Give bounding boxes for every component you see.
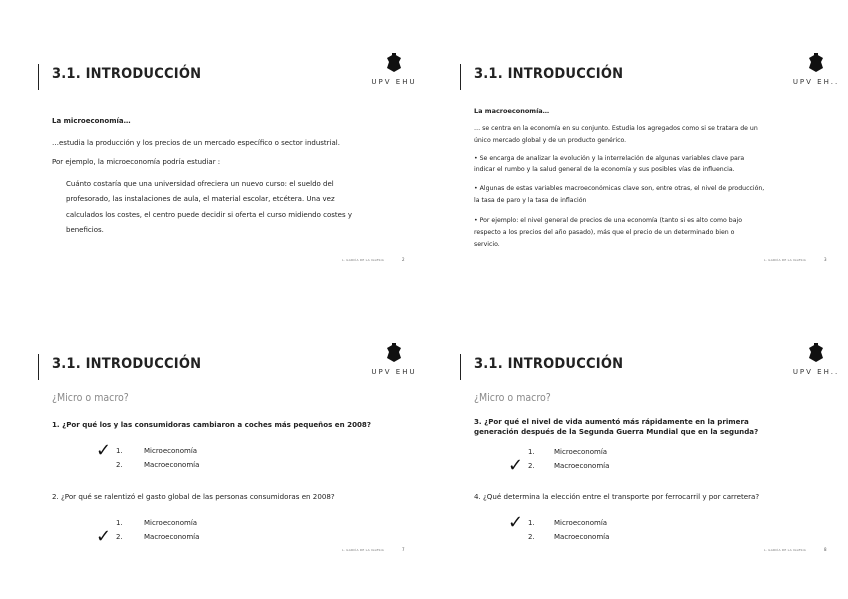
slide-microeconomia	[24, 42, 424, 302]
footer: L. GARCÍA DE LA IGLESIA	[764, 548, 806, 552]
option-number: 1.	[528, 519, 535, 527]
upv-ehu-logo: UPV EHU	[369, 342, 419, 380]
page-number: 7	[402, 547, 405, 552]
bullet: • Algunas de estas variables macroeconómicas clave son, entre otras, el nivel de producción,	[474, 185, 765, 192]
title-bar	[38, 64, 39, 90]
bullet: • Por ejemplo: el nivel general de precios de una economía (tanto si es alto como bajo	[474, 217, 743, 224]
option-number: 1.	[116, 447, 123, 455]
footer: L. GARCÍA DE LA IGLESIA	[764, 258, 806, 262]
option-number: 2.	[116, 461, 123, 469]
question: 4. ¿Qué determina la elección entre el transporte por ferrocarril y por carretera?	[474, 492, 760, 501]
check-icon: ✓	[96, 440, 112, 461]
bullet: la tasa de paro y la tasa de inflación	[474, 197, 587, 204]
line: Por ejemplo, la microeconomía podría estudiar :	[52, 158, 221, 166]
slide-title: 3.1. INTRODUCCIÓN	[474, 66, 624, 82]
option-label: Macroeconomía	[554, 462, 610, 470]
indent-line: beneficios.	[66, 226, 104, 234]
slide-quiz-1	[24, 332, 424, 592]
option-label: Microeconomía	[144, 519, 198, 527]
line: único mercado global y de un producto genérico.	[474, 137, 627, 144]
indent-line: calculados los costes, el centro puede decidir si oferta el curso midiendo costes y	[66, 211, 352, 219]
title-bar	[460, 64, 461, 90]
question: 2. ¿Por qué se ralentizó el gasto global de las personas consumidoras en 2008?	[52, 492, 335, 501]
question: generación después de la Segunda Guerra Mundial que en la segunda?	[474, 427, 759, 436]
option-number: 2.	[528, 533, 535, 541]
option-number: 2.	[528, 462, 535, 470]
check-icon: ✓	[508, 512, 524, 533]
page-number: 8	[824, 547, 827, 552]
footer: L. GARCÍA DE LA IGLESIA	[342, 548, 384, 552]
option-number: 1.	[528, 448, 535, 456]
option-label: Microeconomía	[144, 447, 198, 455]
question: 3. ¿Por qué el nivel de vida aumentó más rápidamente en la primera	[474, 417, 749, 426]
bullet: respecto a los precios del año pasado), más que el precio de un determinado bien o	[474, 229, 735, 236]
bullet: • Se encarga de analizar la evolución y la interrelación de algunas variables clave para	[474, 155, 745, 162]
slide-quiz-2	[446, 332, 846, 592]
check-icon: ✓	[96, 526, 112, 547]
slide-title: 3.1. INTRODUCCIÓN	[474, 356, 624, 372]
option-number: 1.	[116, 519, 123, 527]
upv-ehu-logo: UPV EHU	[369, 52, 419, 90]
bullet: indicar el rumbo y la salud general de la economía y sus posibles vías de influencia.	[474, 166, 735, 173]
title-bar	[460, 354, 461, 380]
page-number: 3	[824, 257, 827, 262]
option-number: 2.	[116, 533, 123, 541]
heading: La macroeconomía…	[474, 107, 550, 115]
check-icon: ✓	[508, 455, 524, 476]
slide-macroeconomia	[446, 42, 846, 302]
heading: La microeconomía…	[52, 117, 131, 125]
question: 1. ¿Por qué los y las consumidoras cambiaron a coches más pequeños en 2008?	[52, 420, 371, 429]
footer: L. GARCÍA DE LA IGLESIA	[342, 258, 384, 262]
upv-ehu-logo: UPV EH..	[791, 342, 841, 380]
title-bar	[38, 354, 39, 380]
option-label: Microeconomía	[554, 519, 608, 527]
upv-ehu-logo: UPV EH..	[791, 52, 841, 90]
line: …estudia la producción y los precios de un mercado específico o sector industrial.	[52, 139, 340, 147]
slide-title: 3.1. INTRODUCCIÓN	[52, 66, 202, 82]
page-number: 2	[402, 257, 405, 262]
option-label: Microeconomía	[554, 448, 608, 456]
option-label: Macroeconomía	[144, 461, 200, 469]
indent-line: profesorado, las instalaciones de aula, el material escolar, etcétera. Una vez	[66, 195, 335, 203]
option-label: Macroeconomía	[554, 533, 610, 541]
indent-line: Cuánto costaría que una universidad ofreciera un nuevo curso: el sueldo del	[66, 180, 334, 188]
subtitle: ¿Micro o macro?	[474, 392, 551, 404]
bullet: servicio.	[474, 241, 500, 248]
option-label: Macroeconomía	[144, 533, 200, 541]
subtitle: ¿Micro o macro?	[52, 392, 129, 404]
line: … se centra en la economía en su conjunto. Estudia los agregados como si se tratara de un	[474, 125, 758, 132]
slide-title: 3.1. INTRODUCCIÓN	[52, 356, 202, 372]
